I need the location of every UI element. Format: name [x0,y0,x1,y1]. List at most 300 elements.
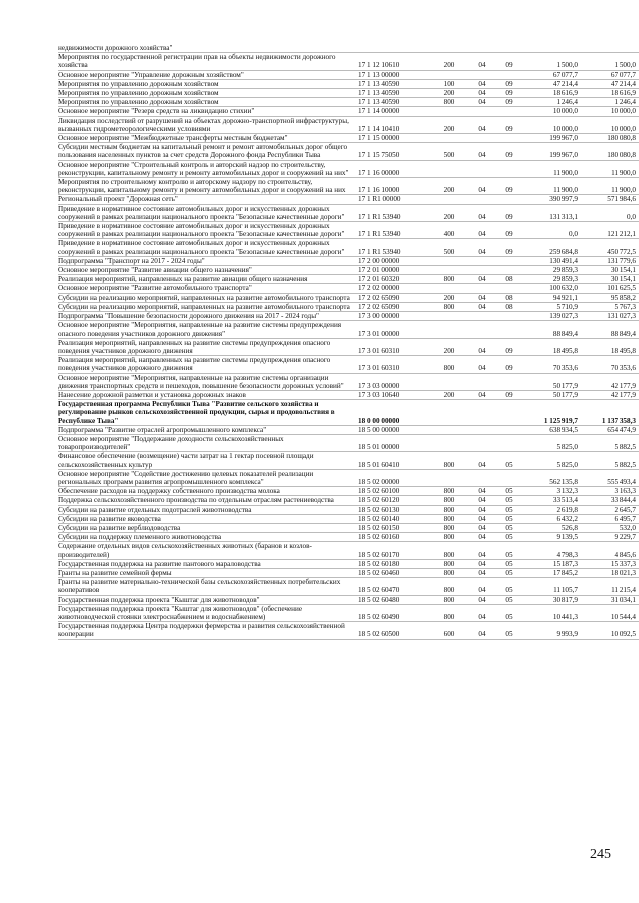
row-sum-year-1: 199 967,0 [549,151,578,160]
row-expense-type: 200 [443,89,455,98]
row-subsection: 09 [505,212,513,221]
table-row [58,524,639,533]
row-code: 18 5 02 60170 [358,550,400,559]
row-sum-year-1: 130 491,4 [549,256,578,265]
row-subsection: 09 [505,89,513,98]
row-subsection: 08 [505,293,513,302]
table-row [58,452,639,469]
row-code: 18 5 02 60150 [358,523,400,532]
row-sum-year-2: 2 645,7 [614,505,636,514]
row-sum-year-1: 562 135,8 [549,477,578,486]
row-section: 04 [478,124,486,133]
row-name: Приведение в нормативное состояние автомобильных дорог и искусственных дорожных сооружений в рамках реализации национального проекта "Безопасные качественные дороги" [58,204,345,221]
row-code: 18 5 02 00000 [358,477,400,486]
row-name: Реализация мероприятий, направленных на развитие авиации общего назначения [58,275,308,284]
row-code: 17 1 13 40590 [358,98,400,107]
row-name: Субсидии на развитие отдельных подотраслей животноводства [58,505,252,514]
table-row [58,284,639,293]
row-code: 17 3 01 00000 [358,329,400,338]
row-sum-year-2: 95 858,2 [610,293,636,302]
row-sum-year-1: 526,8 [561,523,578,532]
row-sum-year-1: 11 900,0 [553,168,578,177]
row-sum-year-1: 29 859,3 [552,266,578,275]
row-sum-year-1: 47 214,4 [552,79,578,88]
row-sum-year-2: 11 900,0 [611,186,636,195]
table-row [58,374,639,391]
row-name: Мероприятия по государственной регистрации прав на объекты недвижимости дорожного хозяйства [58,53,336,70]
row-expense-type: 500 [443,247,455,256]
row-sum-year-2: 180 080,8 [607,151,636,160]
row-sum-year-1: 5 710,9 [556,302,578,311]
row-code: 18 5 02 60460 [358,568,400,577]
row-expense-type: 800 [443,302,455,311]
row-sum-year-1: 18 495,8 [552,346,578,355]
row-sum-year-2: 67 077,7 [610,70,636,79]
row-sum-year-1: 29 859,3 [552,275,578,284]
row-sum-year-1: 50 177,9 [552,381,578,390]
row-expense-type: 200 [443,186,455,195]
row-sum-year-2: 11 215,4 [611,586,636,595]
table-row [58,578,639,595]
table-row [58,195,639,204]
table-row [58,622,639,639]
row-code: 18 5 01 00000 [358,443,400,452]
row-name: Основное мероприятие "Управление дорожным хозяйством" [58,70,244,79]
row-section: 04 [478,212,486,221]
table-row [58,303,639,312]
row-code: 17 3 01 60310 [358,346,400,355]
row-subsection: 05 [505,630,513,639]
row-code: 17 3 03 00000 [358,381,400,390]
table-row [58,143,639,160]
row-expense-type: 200 [443,293,455,302]
row-code: 17 1 13 40590 [358,79,400,88]
row-name: Субсидии на развитие верблюдоводства [58,523,181,532]
table-row [58,53,639,70]
row-code: 18 5 01 60410 [358,460,400,469]
row-subsection: 05 [505,550,513,559]
row-code: 17 3 03 10640 [358,390,400,399]
row-name: Государственная программа Республики Тыва "Развитие сельского хозяйства и регулирование рынков сельскохозяйственной продукции, сырья и продовольствия в Республике Тыва" [58,400,335,425]
row-subsection: 05 [505,586,513,595]
row-name: Мероприятия по управлению дорожным хозяйством [58,79,219,88]
table-row [58,496,639,505]
row-code: 17 1 16 10000 [358,186,400,195]
row-expense-type: 400 [443,230,455,239]
row-expense-type: 800 [443,523,455,532]
row-name: Приведение в нормативное состояние автомобильных дорог и искусственных дорожных сооружений в рамках реализации национального проекта "Безопасные качественные дороги" [58,222,345,239]
row-sum-year-2: 15 337,3 [610,559,636,568]
row-subsection: 09 [505,124,513,133]
row-sum-year-2: 654 474,9 [607,425,636,434]
table-row [58,426,639,435]
row-sum-year-2: 47 214,4 [610,79,636,88]
row-sum-year-2: 5 882,5 [614,443,636,452]
row-code: 18 5 02 60180 [358,559,400,568]
row-code: 17 1 13 00000 [358,70,400,79]
row-sum-year-2: 555 493,4 [607,477,636,486]
row-expense-type: 100 [443,79,455,88]
row-sum-year-2: 18 021,3 [610,568,636,577]
row-sum-year-2: 70 353,6 [610,364,636,373]
row-subsection: 05 [505,460,513,469]
row-sum-year-2: 0,0 [627,212,636,221]
row-sum-year-2: 571 984,6 [607,195,636,204]
row-code: 18 5 02 60140 [358,514,400,523]
row-sum-year-1: 94 921,1 [552,293,578,302]
row-name: Подпрограмма "Развитие отраслей агропромышленного комплекса" [58,425,267,434]
row-code: 17 1 R1 53940 [358,230,401,239]
row-code: 18 5 02 60160 [358,533,400,542]
row-code: 18 5 02 60130 [358,505,400,514]
row-code: 18 5 02 60490 [358,613,400,621]
row-sum-year-2: 1 137 358,3 [601,416,636,425]
row-expense-type: 800 [443,586,455,595]
row-sum-year-1: 5 825,0 [556,443,578,452]
row-expense-type: 200 [443,346,455,355]
table-row [58,178,639,195]
row-subsection: 09 [505,364,513,373]
row-sum-year-2: 10 000,0 [610,124,636,133]
row-sum-year-2: 121 212,1 [607,230,636,239]
row-subsection: 09 [505,61,513,70]
row-sum-year-1: 259 684,8 [549,247,578,256]
row-sum-year-1: 50 177,9 [552,390,578,399]
table-row [58,470,639,487]
row-section: 04 [478,302,486,311]
row-code: 18 5 00 00000 [358,425,400,434]
row-name: Содержание отдельных видов сельскохозяйственных животных (баранов и козлов-производителей) [58,542,312,559]
row-name: Государственная поддержка Центра поддержки фермерства и развития сельскохозяйственной кооперации [58,622,345,639]
row-sum-year-2: 450 772,5 [607,247,636,256]
row-sum-year-1: 9 139,5 [556,533,578,542]
row-name: Реализация мероприятий, направленных на развитие системы предупреждения опасного поведения участников дорожного движения [58,338,331,355]
row-name: Субсидии на реализацию мероприятий, направленных на развитие автомобильного транспорта [58,293,350,302]
table-row [58,391,639,400]
row-section: 04 [478,293,486,302]
row-code: 17 1 R1 53940 [358,212,401,221]
row-name: Мероприятия по строительному контролю и авторскому надзору по строительству, реконструкции, капитальному ремонту и ремонту автомобильных дорог и сооружений на них [58,178,346,195]
table-row [58,542,639,559]
row-sum-year-1: 67 077,7 [552,70,578,79]
row-code: 17 1 14 00000 [358,107,400,116]
row-section: 04 [478,595,486,604]
row-name: Мероприятия по управлению дорожным хозяйством [58,98,219,107]
table-row [58,560,639,569]
row-sum-year-1: 390 997,9 [549,195,578,204]
row-section: 04 [478,230,486,239]
row-name: Основное мероприятие "Поддержание доходности сельскохозяйственных товаропроизводителей" [58,434,284,452]
row-sum-year-1: 10 000,0 [552,124,578,133]
table-row [58,506,639,515]
row-section: 04 [478,559,486,568]
row-subsection: 09 [505,247,513,256]
table-row [58,356,639,373]
row-expense-type: 800 [443,460,455,469]
row-sum-year-2: 33 844,4 [610,496,636,505]
row-name: Региональный проект "Дорожная сеть" [58,195,178,204]
row-expense-type: 200 [443,390,455,399]
row-expense-type: 200 [443,61,455,70]
row-code: 17 2 00 00000 [358,256,400,265]
table-row [58,134,639,143]
row-section: 04 [478,505,486,514]
row-name: Государственная поддержка проекта "Кыштаг для животноводов" [58,595,260,604]
table-row [58,161,639,178]
row-sum-year-2: 30 154,1 [610,275,636,284]
row-code: 17 3 01 60310 [358,364,400,373]
row-code: 17 1 15 00000 [358,134,400,143]
row-sum-year-2: 1 500,0 [614,61,636,70]
row-expense-type: 200 [443,212,455,221]
row-name: Основное мероприятие "Мероприятия, направленные на развитие системы организации движения транспортных средств и пешеходов, повышение безопасности дорожных условий" [58,373,344,390]
row-expense-type: 800 [443,559,455,568]
row-name: Основное мероприятие "Строительный контроль и авторский надзор по строительству, реконструкции, капитальному ремонту и ремонту автомобильных дорог и сооружений на них" [58,160,349,177]
row-name: Субсидии на развитие яководства [58,514,161,523]
row-sum-year-1: 11 105,7 [553,586,578,595]
table-row [58,515,639,524]
row-name: Основное мероприятие "Резерв средств на ликвидацию стихии" [58,107,255,116]
table-row [58,89,639,98]
row-sum-year-1: 3 132,3 [556,487,578,496]
row-expense-type: 800 [443,533,455,542]
row-sum-year-2: 18 616,9 [610,89,636,98]
row-section: 04 [478,514,486,523]
row-sum-year-2: 30 154,1 [610,266,636,275]
row-name: Поддержка сельскохозяйственного производства по отдельным отраслям растениеводства [58,496,334,505]
row-code: 18 0 00 00000 [358,416,400,425]
row-section: 04 [478,346,486,355]
row-subsection: 08 [505,302,513,311]
row-sum-year-2: 11 900,0 [611,168,636,177]
table-row [58,107,639,116]
row-sum-year-2: 42 177,9 [610,390,636,399]
row-name: Мероприятия по управлению дорожным хозяйством [58,89,219,98]
row-section: 04 [478,568,486,577]
table-row [58,533,639,542]
row-expense-type: 600 [443,630,455,639]
table-row [58,239,639,256]
table-row [58,205,639,222]
row-code: 17 1 R1 00000 [358,195,401,204]
row-section: 04 [478,61,486,70]
row-sum-year-2: 9 229,7 [614,533,636,542]
row-sum-year-2: 10 092,5 [610,630,636,639]
row-name: Субсидии на поддержку племенного животноводства [58,533,222,542]
row-sum-year-2: 532,0 [619,523,636,532]
row-section: 04 [478,364,486,373]
row-sum-year-1: 139 027,3 [549,312,578,321]
row-sum-year-1: 1 500,0 [556,61,578,70]
row-sum-year-2: 88 849,4 [610,329,636,338]
table-row [58,605,639,622]
row-name: Гранты на развитие материально-технической базы сельскохозяйственных потребительских кооперативов [58,578,341,595]
row-section: 04 [478,613,486,621]
row-expense-type: 800 [443,496,455,505]
row-section: 04 [478,586,486,595]
row-code: 17 2 02 00000 [358,284,400,293]
row-sum-year-1: 10 441,3 [552,613,578,621]
row-sum-year-1: 131 313,1 [549,212,578,221]
row-subsection: 05 [505,613,513,621]
row-expense-type: 800 [443,275,455,284]
row-section: 04 [478,275,486,284]
row-section: 04 [478,533,486,542]
row-sum-year-1: 10 000,0 [552,107,578,116]
table-row [58,487,639,496]
row-sum-year-1: 100 632,0 [549,284,578,293]
table-row [58,596,639,605]
row-code: 17 1 15 75050 [358,151,400,160]
row-sum-year-2: 131 779,6 [607,256,636,265]
row-sum-year-2: 31 034,1 [610,595,636,604]
row-sum-year-2: 42 177,9 [610,381,636,390]
table-row [58,98,639,107]
row-name: Субсидии местным бюджетам на капитальный ремонт и ремонт автомобильных дорог общего пользования населенных пунктов за счет средств Дорожного фонда Республики Тыва [58,143,348,160]
row-section: 04 [478,487,486,496]
row-sum-year-2: 6 495,7 [614,514,636,523]
row-subsection: 09 [505,346,513,355]
row-name: Подпрограмма "Повышение безопасности дорожного движения на 2017 - 2024 годы" [58,312,319,321]
row-sum-year-1: 11 900,0 [553,186,578,195]
row-section: 04 [478,247,486,256]
row-name: Приведение в нормативное состояние автомобильных дорог и искусственных дорожных сооружений в рамках реализации национального проекта "Безопасные качественные дороги" [58,239,345,256]
row-subsection: 05 [505,523,513,532]
row-code: 18 5 02 60500 [358,630,400,639]
row-name: Подпрограмма "Транспорт на 2017 - 2024 годы" [58,256,205,265]
row-subsection: 09 [505,186,513,195]
row-expense-type: 800 [443,550,455,559]
row-expense-type: 800 [443,487,455,496]
table-row [58,80,639,89]
table-row [58,294,639,303]
row-sum-year-1: 0,0 [569,230,578,239]
row-sum-year-2: 1 246,4 [614,98,636,107]
row-code: 17 1 14 10410 [358,124,400,133]
row-code: 17 1 12 10610 [358,61,400,70]
row-code: 17 2 01 00000 [358,266,400,275]
table-row [58,569,639,578]
table-row [58,275,639,284]
row-expense-type: 800 [443,595,455,604]
row-section: 04 [478,550,486,559]
row-section: 04 [478,460,486,469]
table-row [58,400,639,426]
row-sum-year-2: 4 845,6 [614,550,636,559]
page-number: 245 [590,847,611,862]
row-section: 04 [478,496,486,505]
row-name: Основное мероприятие "Развитие автомобильного транспорта" [58,284,252,293]
row-subsection: 09 [505,151,513,160]
row-sum-year-1: 5 825,0 [556,460,578,469]
row-sum-year-2: 3 163,3 [614,487,636,496]
row-name: Нанесение дорожной разметки и установка дорожных знаков [58,390,246,399]
row-expense-type: 500 [443,151,455,160]
row-subsection: 05 [505,514,513,523]
row-code: 18 5 02 60470 [358,586,400,595]
row-name: Государственная поддержка на развитие пантового мараловодства [58,559,261,568]
budget-table [58,44,639,640]
row-subsection: 09 [505,230,513,239]
row-section: 04 [478,151,486,160]
row-expense-type: 800 [443,514,455,523]
row-name: Финансовое обеспечение (возмещение) части затрат на 1 гектар посевной площади сельскохозяйственных культур [58,452,314,469]
row-name: Гранты на развитие семейной фермы [58,568,172,577]
row-sum-year-1: 6 432,2 [556,514,578,523]
row-expense-type: 800 [443,505,455,514]
row-sum-year-1: 638 934,5 [549,425,578,434]
row-expense-type: 200 [443,124,455,133]
row-name: Государственная поддержка проекта "Кыштаг для животноводов" (обеспечение животноводческой стоянки электроснабжением и водоснабжением) [58,604,303,621]
table-row [58,117,639,134]
row-expense-type: 800 [443,568,455,577]
row-name: Ликвидация последствий от разрушений на объектах дорожно-транспортной инфраструктуры, вызванных гидрометеорологическими условиями [58,116,349,133]
row-subsection: 09 [505,79,513,88]
row-section: 04 [478,79,486,88]
row-sum-year-2: 10 000,0 [610,107,636,116]
row-subsection: 09 [505,390,513,399]
row-expense-type: 800 [443,98,455,107]
row-name: Основное мероприятие "Мероприятия, направленные на развитие системы предупреждения опасного поведения участников дорожного движения" [58,321,342,338]
row-sum-year-2: 5 767,3 [614,302,636,311]
row-sum-year-1: 15 187,3 [552,559,578,568]
row-code: 18 5 02 60100 [358,487,400,496]
row-sum-year-1: 30 817,9 [552,595,578,604]
row-code: 17 1 13 40590 [358,89,400,98]
row-sum-year-2: 101 625,5 [607,284,636,293]
table-row [58,44,639,53]
row-sum-year-2: 5 882,5 [614,460,636,469]
row-subsection: 05 [505,568,513,577]
table-row [58,266,639,275]
row-subsection: 08 [505,275,513,284]
row-name: Основное мероприятие "Межбюджетные трансферты местным бюджетам" [58,134,288,143]
table-row [58,312,639,321]
row-name: Субсидии на реализацию мероприятий, направленных на развитие автомобильного транспорта [58,302,350,311]
row-section: 04 [478,390,486,399]
row-section: 04 [478,523,486,532]
row-sum-year-1: 88 849,4 [552,329,578,338]
row-section: 04 [478,630,486,639]
row-sum-year-2: 131 027,3 [607,312,636,321]
row-sum-year-1: 2 619,8 [556,505,578,514]
row-code: 17 2 02 65090 [358,302,400,311]
row-section: 04 [478,186,486,195]
row-subsection: 05 [505,559,513,568]
table-row [58,339,639,356]
row-name: Реализация мероприятий, направленных на развитие системы предупреждения опасного поведения участников дорожного движения [58,356,331,373]
row-name: Обеспечение расходов на поддержку собственного производства молока [58,487,280,496]
row-name: Основное мероприятие "Развитие авиации общего назначения" [58,266,252,275]
row-sum-year-2: 180 080,8 [607,134,636,143]
row-sum-year-2: 18 495,8 [610,346,636,355]
row-sum-year-1: 70 353,6 [552,364,578,373]
row-code: 18 5 02 60120 [358,496,400,505]
table-row [58,71,639,80]
row-section: 04 [478,98,486,107]
row-subsection: 05 [505,505,513,514]
table-row [58,222,639,239]
row-name: недвижимости дорожного хозяйства" [58,44,173,52]
row-code: 17 2 01 60320 [358,275,400,284]
row-sum-year-1: 4 798,3 [556,550,578,559]
row-sum-year-1: 9 993,9 [556,630,578,639]
table-row [58,435,639,452]
row-section: 04 [478,89,486,98]
row-expense-type: 800 [443,364,455,373]
row-sum-year-1: 199 967,0 [549,134,578,143]
row-code: 18 5 02 60480 [358,595,400,604]
